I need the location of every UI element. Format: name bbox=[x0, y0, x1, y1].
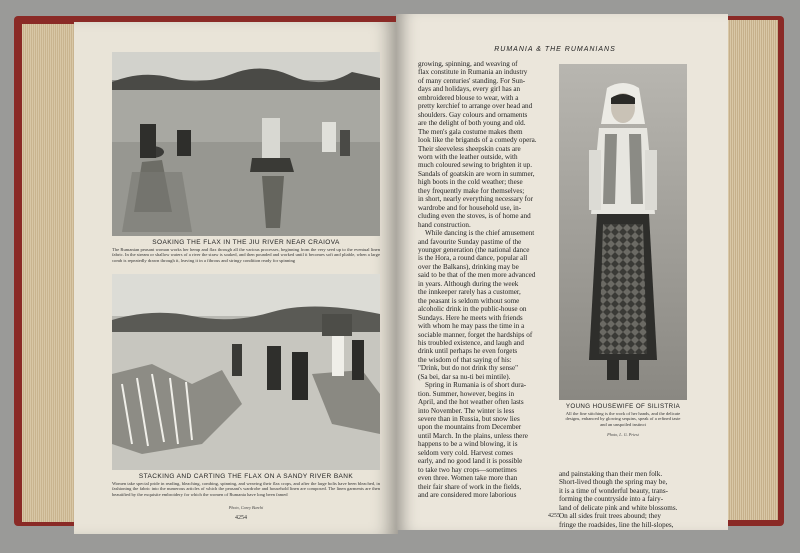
text-line: happens to be a wind blowing, it is bbox=[418, 440, 518, 449]
text-line: in short, nearly everything necessary for bbox=[418, 195, 534, 204]
text-line: are the delight of both young and old. bbox=[418, 119, 526, 128]
text-line: shoulders. Gay colours and ornaments bbox=[418, 110, 528, 119]
text-line: The men's gala costume makes them bbox=[418, 127, 523, 136]
text-line: severe than in Russia, but snow lies bbox=[418, 415, 520, 424]
portrait-caption: All the fine stitching is the work of her hands, and the delicate designs, enhanced by glowing sequins, speak of a refined taste and an unspoiled instinct bbox=[565, 411, 681, 427]
text-line: fringe the roadsides, line the hill-slopes, bbox=[559, 520, 674, 529]
text-line: said to be that of the men more advanced bbox=[418, 271, 536, 280]
right-page-number: 4255 bbox=[548, 513, 560, 519]
text-line: in years. Although during the week bbox=[418, 279, 519, 288]
photo-young-housewife bbox=[559, 64, 687, 400]
text-line: "Drink, but do not drink thy sense" bbox=[418, 364, 519, 373]
text-line: days and holidays, every girl has an bbox=[418, 85, 521, 94]
text-line: April, and the hot weather often lasts bbox=[418, 398, 524, 407]
text-line: the wisdom of that saying of his: bbox=[418, 355, 512, 364]
text-column-bottom bbox=[559, 470, 695, 529]
text-line: until March. In the plains, unless there bbox=[418, 431, 528, 440]
text-line: cluding even the stoves, is of home and bbox=[418, 212, 531, 221]
text-line: look like the brigands of a comedy opera. bbox=[418, 136, 537, 145]
photo-top-caption: The Rumanian peasant woman works her hemp and flax through all the various processes, beginning from the very seed up to the eventual linen fabric. In the stream or shallow waters of a river the straw is soaked, and then pounded and worked until it becomes soft and pliable, when a large comb is repeatedly drawn through it, leaving it in a fibrous and stringy condition ready for spinning bbox=[112, 247, 380, 263]
photo-flax-bank bbox=[112, 274, 380, 470]
text-column bbox=[418, 60, 554, 500]
text-line: his troubled existence, and laugh and bbox=[418, 338, 524, 347]
text-line: pretty kerchief to arrange over head and bbox=[418, 102, 533, 111]
text-line: flax constitute in Rumania an industry bbox=[418, 68, 528, 77]
text-line: even three. Women take more than bbox=[418, 474, 518, 483]
text-line: is the Hora, a round dance, popular all bbox=[418, 254, 528, 263]
text-line: with whom he may pass the time in a bbox=[418, 322, 525, 331]
photo-bottom-credit: Photo, Carey Burchi bbox=[228, 505, 264, 510]
text-line: it is a time of wonderful beauty, trans- bbox=[559, 486, 668, 495]
text-line: Sundays. Here he meets with friends bbox=[418, 313, 523, 322]
text-line: and painstaking than their men folk. bbox=[559, 470, 663, 478]
text-line: (Sa bei, dar sa nu-ti bei mintile). bbox=[418, 372, 511, 381]
text-line: younger generation (the national dance bbox=[418, 245, 530, 254]
photo-young-housewife-icon bbox=[559, 64, 687, 400]
page-stack-right bbox=[726, 20, 778, 520]
text-line: the peasant is seldom without some bbox=[418, 296, 520, 305]
text-line: to take two hay crops—sometimes bbox=[418, 465, 517, 474]
photo-flax-bank-icon bbox=[112, 274, 380, 470]
portrait-title: YOUNG HOUSEWIFE OF SILISTRIA bbox=[565, 403, 681, 410]
text-line: alcoholic drink in the public-house on bbox=[418, 305, 527, 314]
text-line: upon the mountains from December bbox=[418, 423, 522, 432]
text-line: of many centuries' standing. For Sun- bbox=[418, 76, 526, 85]
text-line: growing, spinning, and weaving of bbox=[418, 60, 518, 68]
text-line: hand construction. bbox=[418, 220, 471, 229]
running-head: RUMANIA & THE RUMANIANS bbox=[494, 46, 616, 53]
photo-bottom-caption: Women take special pride in reading, bleaching, combing, spinning, and weaving their flax crops, and after the large bolts have been bleached, in fashioning the fabric into the numerous articles of which the peasant's wardrobe and household linen are composed. The linen garments are then beautified by the exquisite embroidery for which the women of Rumania have long been famed bbox=[112, 481, 380, 497]
text-line: Spring in Rumania is of short dura- bbox=[425, 381, 527, 390]
photo-top-title: SOAKING THE FLAX IN THE JIU RIVER NEAR CRAIOVA bbox=[152, 239, 340, 246]
text-line: the innkeeper rarely has a customer, bbox=[418, 288, 521, 297]
text-line: high boots in the cold weather; these bbox=[418, 178, 523, 187]
text-line: they frequently make for themselves; bbox=[418, 186, 525, 195]
text-line: into November. The winter is less bbox=[418, 406, 515, 415]
text-line: sociable manner, forget the hardships of bbox=[418, 330, 533, 339]
text-line: land of delicate pink and white blossoms. bbox=[559, 503, 678, 512]
text-line: drink until perhaps he even forgets bbox=[418, 347, 518, 356]
text-line: over the Balkans), drinking may be bbox=[418, 262, 519, 271]
photo-flax-river bbox=[112, 52, 380, 236]
text-line: and are considered more laborious bbox=[418, 491, 517, 500]
text-line: worn with the leather outside, with bbox=[418, 152, 518, 161]
text-line: Short-lived though the spring may be, bbox=[559, 478, 668, 487]
text-line: seldom very cold. Harvest comes bbox=[418, 448, 513, 457]
text-line: and favourite Sunday pastime of the bbox=[418, 237, 522, 246]
portrait-credit: Photo, L. G. Priest bbox=[607, 432, 639, 437]
text-line: much coloured sewing to brighten it up. bbox=[418, 161, 533, 170]
left-page-number: 4254 bbox=[235, 515, 247, 521]
text-line: forming the countryside into a fairy- bbox=[559, 495, 664, 504]
text-line: Their sleeveless sheepskin coats are bbox=[418, 144, 521, 153]
text-line: While dancing is the chief amusement bbox=[425, 229, 535, 238]
text-line: their fair share of work in the fields, bbox=[418, 482, 522, 491]
text-line: tion. Summer, however, begins in bbox=[418, 389, 515, 398]
page-stack-left bbox=[22, 24, 74, 522]
text-line: On all sides fruit trees abound; they bbox=[559, 512, 661, 521]
text-line: wardrobe and for household use, in- bbox=[418, 203, 522, 212]
text-line: embroidered blouse to wear, with a bbox=[418, 93, 519, 102]
photo-bottom-title: STACKING AND CARTING THE FLAX ON A SANDY RIVER BANK bbox=[138, 473, 354, 480]
text-line: Sandals of goatskin are worn in summer, bbox=[418, 169, 535, 178]
text-line: early, and no good land it is possible bbox=[418, 457, 523, 466]
photo-flax-river-icon bbox=[112, 52, 380, 236]
